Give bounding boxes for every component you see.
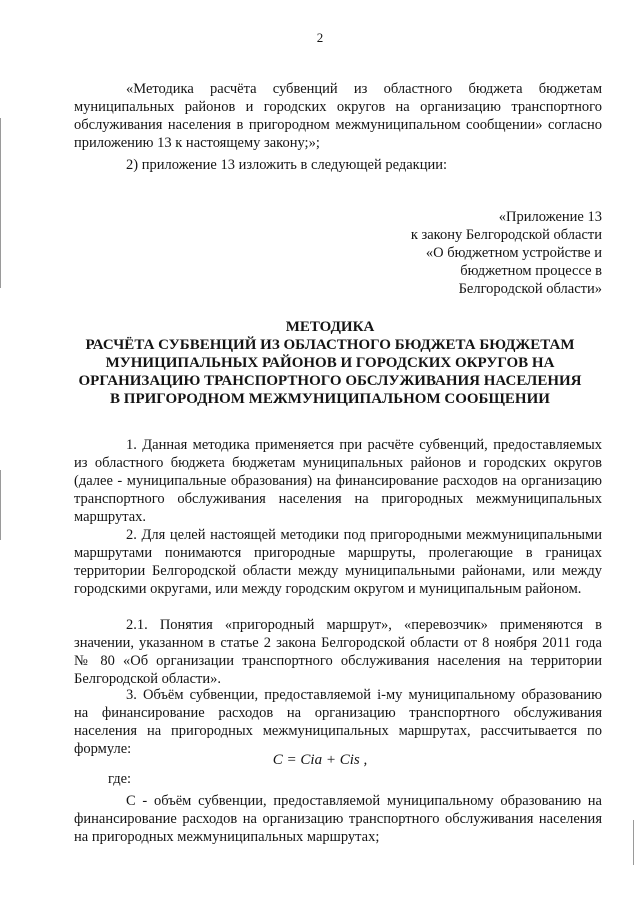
title-line: РАСЧЁТА СУБВЕНЦИЙ ИЗ ОБЛАСТНОГО БЮДЖЕТА БЮДЖЕТАМ: [85, 337, 575, 353]
document-title: [60, 318, 600, 408]
intro-quote: «Методика расчёта субвенций из областного бюджета бюджетам муниципальных районов и городских округов на организацию транспортного обслуживания населения в пригородном межмуниципальном сообщении» согласно приложению 13 к настоящему закону;»;: [74, 81, 602, 151]
title-line: МЕТОДИКА: [285, 319, 375, 335]
paragraph-1: 1. Данная методика применяется при расчёте субвенций, предоставляемых из областного бюджета бюджетам муниципальных районов и городских округов (далее - муниципальные образования) на финансирование расходов на организацию транспортного обслуживания населения на пригородных межмуниципальных маршрутах.: [74, 437, 602, 525]
paragraph-2: 2. Для целей настоящей методики под пригородными межмуниципальными маршрутами понимаются пригородные маршруты, пролегающие в границах территории Белгородской области между муниципальными районами, или между городскими округами, или между городским округом и муниципальным районом.: [74, 527, 602, 597]
paragraph-3: 3. Объём субвенции, предоставляемой i-му муниципальному образованию на финансирование расходов на организацию транспортного обслуживания населения на пригородных межмуниципальных маршрутах, рассчитывается по формуле:: [74, 687, 602, 757]
attachment-line: «О бюджетном устройстве и: [425, 245, 602, 261]
scan-edge-mark: [633, 820, 634, 865]
definition-c: C - объём субвенции, предоставляемой муниципальному образованию на финансирование расходов на организацию транспортного обслуживания населения на пригородных межмуниципальных маршрутах;: [74, 793, 602, 845]
attachment-header: [411, 208, 602, 298]
paragraph-2-1: 2.1. Понятия «пригородный маршрут», «перевозчик» применяются в значении, указанном в статье 2 закона Белгородской области от 8 ноября 2011 года № 80 «Об организации транспортного обслуживания населения на территории Белгородской области».: [74, 617, 602, 687]
where-label: где:: [108, 771, 132, 787]
formula: C = Cia + Cis ,: [272, 752, 368, 768]
scan-edge-mark: [0, 470, 1, 540]
scan-edge-mark: [0, 118, 1, 288]
attachment-line: бюджетном процессе в: [460, 263, 602, 279]
attachment-line: к закону Белгородской области: [410, 227, 602, 243]
attachment-line: Белгородской области»: [458, 281, 602, 297]
attachment-line: «Приложение 13: [498, 209, 602, 225]
page-number: 2: [316, 30, 324, 45]
title-line: ОРГАНИЗАЦИЮ ТРАНСПОРТНОГО ОБСЛУЖИВАНИЯ НАСЕЛЕНИЯ: [78, 373, 582, 389]
title-line: МУНИЦИПАЛЬНЫХ РАЙОНОВ И ГОРОДСКИХ ОКРУГОВ НА: [105, 355, 555, 371]
intro-item-2: 2) приложение 13 изложить в следующей редакции:: [126, 157, 448, 173]
title-line: В ПРИГОРОДНОМ МЕЖМУНИЦИПАЛЬНОМ СООБЩЕНИИ: [110, 391, 550, 407]
